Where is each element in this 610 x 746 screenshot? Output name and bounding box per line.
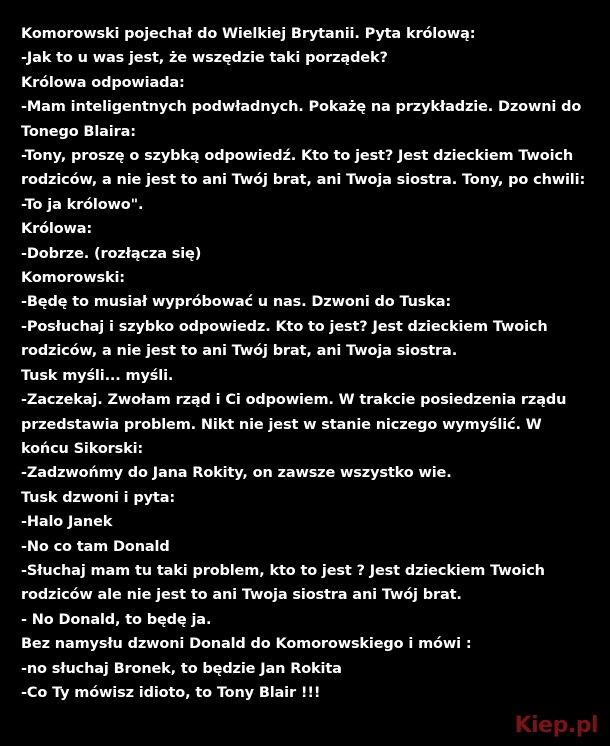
text-line: Bez namysłu dzwoni Donald do Komorowskiego i mówi : (21, 636, 472, 653)
text-line: -Halo Janek (21, 514, 113, 531)
text-line: -Będę to musiał wypróbować u nas. Dzwoni do Tuska: (21, 294, 452, 311)
text-line: przedstawia problem. Nikt nie jest w stanie niczego wymyślić. W (21, 416, 542, 433)
text-line: Królowa odpowiada: (21, 74, 185, 91)
text-line: Komorowski: (21, 270, 125, 287)
text-line: -No co tam Donald (21, 538, 170, 555)
joke-text (21, 22, 601, 705)
text-line: Komorowski pojechał do Wielkiej Brytanii. Pyta królową: (21, 26, 476, 42)
text-line: -Zaczekaj. Zwołam rząd i Ci odpowiem. W trakcie posiedzenia rządu (21, 392, 567, 409)
watermark-logo: Kiep.pl (514, 713, 598, 738)
text-line: Tusk myśli... myśli. (21, 367, 174, 384)
text-line: -Dobrze. (rozłącza się) (21, 245, 202, 262)
text-line: Tonego Blaira: (21, 123, 136, 140)
text-line: Królowa: (21, 221, 93, 238)
text-line: -Tony, proszę o szybką odpowiedź. Kto to jest? Jest dzieckiem Twoich (21, 148, 574, 165)
text-line: rodziców, a nie jest to ani Twój brat, ani Twoja siostra. (21, 343, 458, 360)
text-line: -Posłuchaj i szybko odpowiedz. Kto to jest? Jest dzieckiem Twoich (21, 318, 548, 335)
text-line: -Co Ty mówisz idioto, to Tony Blair !!! (21, 684, 321, 701)
text-line: - No Donald, to będę ja. (21, 611, 212, 628)
text-line: -Mam inteligentnych podwładnych. Pokażę na przykładzie. Dzowni do (21, 99, 582, 116)
text-line: końcu Sikorski: (21, 440, 144, 457)
text-line: -To ja królowo". (21, 196, 144, 213)
text-line: -Zadzwońmy do Jana Rokity, on zawsze wszystko wie. (21, 465, 452, 482)
text-line: rodziców, a nie jest to ani Twój brat, ani Twoja siostra. Tony, po chwili: (21, 172, 586, 189)
text-line: -no słuchaj Bronek, to będzie Jan Rokita (21, 660, 342, 677)
text-line: Tusk dzwoni i pyta: (21, 489, 175, 506)
text-line: -Słuchaj mam tu taki problem, kto to jest ? Jest dzieckiem Twoich (21, 562, 545, 579)
text-line: -Jak to u was jest, że wszędzie taki porządek? (21, 50, 388, 67)
text-line: rodziców ale nie jest to ani Twoja siostra ani Twój brat. (21, 587, 462, 604)
